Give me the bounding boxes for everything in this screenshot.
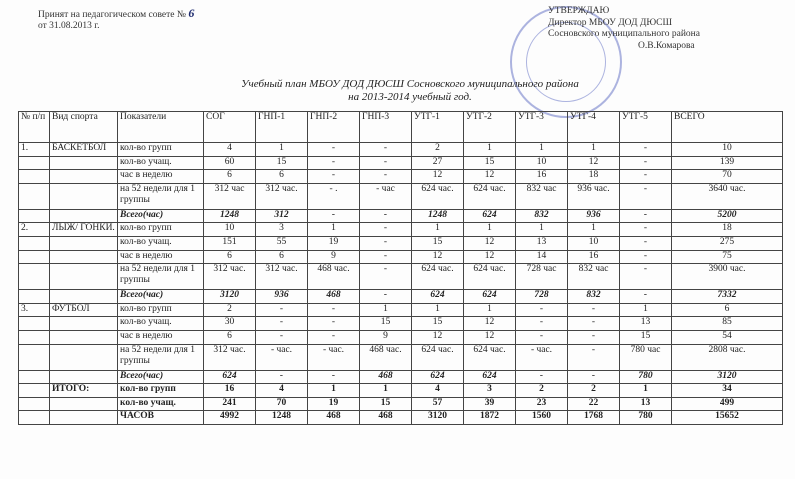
table-cell: 6 <box>672 303 783 317</box>
table-cell: 832 час <box>516 183 568 209</box>
table-cell: 60 <box>204 156 256 170</box>
table-cell: 6 <box>256 170 308 184</box>
table-cell: 16 <box>568 250 620 264</box>
table-cell: 499 <box>672 397 783 411</box>
table-cell: - <box>308 330 360 344</box>
table-cell: 3900 час. <box>672 264 783 290</box>
table-cell <box>50 370 118 384</box>
table-cell: кол-во учащ. <box>118 397 204 411</box>
table-cell: 10 <box>568 236 620 250</box>
table-cell: - <box>620 156 672 170</box>
table-cell: 1 <box>516 143 568 157</box>
table-cell: - <box>308 143 360 157</box>
table-cell: 19 <box>308 397 360 411</box>
table-cell: 936 час. <box>568 183 620 209</box>
table-cell: на 52 недели для 1 группы <box>118 344 204 370</box>
table-cell: 12 <box>412 250 464 264</box>
table-cell <box>19 250 50 264</box>
table-cell <box>19 264 50 290</box>
table-cell: 468 <box>308 411 360 425</box>
table-cell: 151 <box>204 236 256 250</box>
table-cell: ФУТБОЛ <box>50 303 118 317</box>
table-cell: 624 <box>412 370 464 384</box>
table-cell: 312 час <box>204 183 256 209</box>
table-cell <box>50 250 118 264</box>
table-cell: 6 <box>204 170 256 184</box>
table-cell: - <box>360 264 412 290</box>
table-cell: - <box>516 303 568 317</box>
table-cell: 19 <box>308 236 360 250</box>
table-cell: 1 <box>308 384 360 398</box>
table-cell: 624 час. <box>412 344 464 370</box>
table-cell: 936 <box>568 209 620 223</box>
table-cell: 70 <box>672 170 783 184</box>
approve-line1: УТВЕРЖДАЮ <box>548 6 610 16</box>
table-cell: - <box>360 236 412 250</box>
table-cell: 275 <box>672 236 783 250</box>
table-cell: 468 <box>308 290 360 304</box>
table-cell: 1 <box>568 143 620 157</box>
table-cell: 14 <box>516 250 568 264</box>
table-cell <box>19 317 50 331</box>
table-cell: - <box>256 330 308 344</box>
table-row <box>19 330 783 344</box>
table-cell: 780 <box>620 370 672 384</box>
table-cell: 9 <box>360 330 412 344</box>
table-cell: 2808 час. <box>672 344 783 370</box>
table-cell: 10 <box>204 223 256 237</box>
table-row <box>19 156 783 170</box>
header-cell: УТГ-5 <box>620 112 672 143</box>
table-cell: 6 <box>256 250 308 264</box>
table-cell: 624 <box>204 370 256 384</box>
table-cell: - <box>568 303 620 317</box>
table-cell <box>50 411 118 425</box>
table-cell: кол-во групп <box>118 303 204 317</box>
table-cell: - <box>568 370 620 384</box>
table-cell <box>50 317 118 331</box>
table-cell: 624 час. <box>412 183 464 209</box>
header-cell: № п/п <box>19 112 50 143</box>
table-cell: 70 <box>256 397 308 411</box>
table-row <box>19 143 783 157</box>
table-cell: 1248 <box>412 209 464 223</box>
table-cell: 75 <box>672 250 783 264</box>
table-cell: - <box>360 209 412 223</box>
table-cell: - <box>360 143 412 157</box>
table-cell: 241 <box>204 397 256 411</box>
table-cell: 1 <box>360 303 412 317</box>
table-cell: на 52 недели для 1 группы <box>118 183 204 209</box>
table-cell: 1768 <box>568 411 620 425</box>
table-row <box>19 236 783 250</box>
table-cell: - <box>620 183 672 209</box>
table-cell <box>19 236 50 250</box>
table-cell: 468 час. <box>308 264 360 290</box>
table-cell: 13 <box>516 236 568 250</box>
table-cell <box>50 170 118 184</box>
table-cell: - <box>308 317 360 331</box>
table-cell: - час. <box>308 344 360 370</box>
header-cell: ВСЕГО <box>672 112 783 143</box>
approve-line2: Директор МБОУ ДОД ДЮСШ <box>548 17 673 28</box>
table-cell: 16 <box>204 384 256 398</box>
table-row <box>19 223 783 237</box>
table-cell: ЛЫЖ/ ГОНКИ. <box>50 223 118 237</box>
table-cell: - <box>256 370 308 384</box>
table-cell: 3 <box>464 384 516 398</box>
table-cell: - <box>620 264 672 290</box>
table-cell: - час <box>360 183 412 209</box>
table-cell: 5200 <box>672 209 783 223</box>
table-cell: 12 <box>464 330 516 344</box>
table-cell: 468 <box>360 370 412 384</box>
table-cell: - <box>360 290 412 304</box>
table-cell: 9 <box>308 250 360 264</box>
table-cell: 4 <box>204 143 256 157</box>
table-cell <box>19 330 50 344</box>
header-cell: ГНП-2 <box>308 112 360 143</box>
table-cell: 2 <box>568 384 620 398</box>
table-row <box>19 317 783 331</box>
table-cell: 12 <box>464 236 516 250</box>
table-cell: - <box>568 317 620 331</box>
table-cell <box>19 344 50 370</box>
table-cell: 312 час. <box>204 264 256 290</box>
table-cell: 1 <box>464 303 516 317</box>
title-line2: на 2013-2014 учебный год. <box>348 91 472 103</box>
table-cell: 3640 час. <box>672 183 783 209</box>
table-cell: 832 <box>516 209 568 223</box>
table-cell <box>19 170 50 184</box>
table-cell: кол-во групп <box>118 384 204 398</box>
table-cell: 1 <box>516 223 568 237</box>
table-cell: - <box>360 170 412 184</box>
table-cell: 468 час. <box>360 344 412 370</box>
table-cell: 16 <box>516 170 568 184</box>
table-cell: - <box>516 330 568 344</box>
table-cell: 312 час. <box>256 264 308 290</box>
title-line1: Учебный план МБОУ ДОД ДЮСШ Сосновского муниципального района <box>241 78 579 90</box>
table-cell: час в неделю <box>118 250 204 264</box>
table-row <box>19 250 783 264</box>
table-cell: - <box>568 330 620 344</box>
table-cell: 22 <box>568 397 620 411</box>
header-cell: Вид спорта <box>50 112 118 143</box>
table-cell: 3120 <box>412 411 464 425</box>
table-cell: 780 час <box>620 344 672 370</box>
table-cell: 12 <box>464 250 516 264</box>
approval-block <box>548 6 700 52</box>
table-cell: - <box>308 156 360 170</box>
table-cell: 54 <box>672 330 783 344</box>
table-cell <box>50 236 118 250</box>
table-cell <box>50 183 118 209</box>
table-cell: 2 <box>516 384 568 398</box>
note-line1: Принят на педагогическом совете № <box>38 10 186 20</box>
table-cell: час в неделю <box>118 330 204 344</box>
header-cell: УТГ-3 <box>516 112 568 143</box>
table-header-row <box>19 112 783 143</box>
table-cell: 624 <box>412 290 464 304</box>
table-cell: - <box>308 370 360 384</box>
table-cell: 468 <box>360 411 412 425</box>
table-cell: 13 <box>620 397 672 411</box>
table-cell: 1 <box>256 143 308 157</box>
header-cell: ГНП-3 <box>360 112 412 143</box>
table-cell: 624 час. <box>464 264 516 290</box>
table-cell: 1 <box>620 303 672 317</box>
table-cell: час в неделю <box>118 170 204 184</box>
table-cell: 312 <box>256 209 308 223</box>
approve-line4: О.В.Комарова <box>638 40 695 51</box>
table-body <box>19 143 783 425</box>
table-cell: 15652 <box>672 411 783 425</box>
table-cell: 15 <box>464 156 516 170</box>
header-cell: СОГ <box>204 112 256 143</box>
header-cell: УТГ-2 <box>464 112 516 143</box>
table-cell: 1. <box>19 143 50 157</box>
table-cell <box>50 264 118 290</box>
table-cell: БАСКЕТБОЛ <box>50 143 118 157</box>
table-cell: - <box>620 223 672 237</box>
table-cell: 12 <box>464 317 516 331</box>
table-cell: 18 <box>672 223 783 237</box>
header-cell: Показатели <box>118 112 204 143</box>
table-cell: - <box>360 223 412 237</box>
table-cell <box>19 156 50 170</box>
table-cell: 15 <box>620 330 672 344</box>
table-cell: 624 час. <box>464 183 516 209</box>
table-cell: 1 <box>464 223 516 237</box>
table-cell: 1 <box>360 384 412 398</box>
table-cell: - <box>620 170 672 184</box>
table-cell: 139 <box>672 156 783 170</box>
table-cell: 1 <box>412 303 464 317</box>
table-cell: - <box>256 303 308 317</box>
table-cell: - <box>516 370 568 384</box>
table-cell: 936 <box>256 290 308 304</box>
table-cell: 312 час. <box>204 344 256 370</box>
table-cell: 55 <box>256 236 308 250</box>
table-cell: ЧАСОВ <box>118 411 204 425</box>
table-cell <box>50 209 118 223</box>
table-cell: - <box>256 317 308 331</box>
table-cell: 12 <box>568 156 620 170</box>
table-cell: 4 <box>256 384 308 398</box>
table-cell: кол-во групп <box>118 223 204 237</box>
table-cell: - <box>360 250 412 264</box>
table-cell: ИТОГО: <box>50 384 118 398</box>
table-cell: 1 <box>308 223 360 237</box>
table-cell <box>19 397 50 411</box>
table-cell <box>50 156 118 170</box>
table-cell: 3 <box>256 223 308 237</box>
table-cell: 4 <box>412 384 464 398</box>
table-cell: 2 <box>412 143 464 157</box>
table-cell: 780 <box>620 411 672 425</box>
table-cell: кол-во групп <box>118 143 204 157</box>
header-cell: УТГ-4 <box>568 112 620 143</box>
table-cell: Всего(час) <box>118 370 204 384</box>
table-cell: 6 <box>204 250 256 264</box>
table-cell: 12 <box>412 330 464 344</box>
table-cell: 1872 <box>464 411 516 425</box>
approve-line3: Сосновского муниципального района <box>548 29 700 39</box>
table-cell: 3120 <box>672 370 783 384</box>
table-cell: 23 <box>516 397 568 411</box>
table-cell: Всего(час) <box>118 209 204 223</box>
table-cell: 312 час. <box>256 183 308 209</box>
table-cell: 15 <box>412 236 464 250</box>
table-row <box>19 264 783 290</box>
table-row <box>19 397 783 411</box>
table-cell: 15 <box>360 317 412 331</box>
table-cell <box>19 183 50 209</box>
header-cell: ГНП-1 <box>256 112 308 143</box>
table-row <box>19 344 783 370</box>
table-cell: 15 <box>360 397 412 411</box>
table-cell <box>50 397 118 411</box>
table-cell: 1 <box>620 384 672 398</box>
note-line2: от 31.08.2013 г. <box>38 21 100 31</box>
table-cell: 15 <box>256 156 308 170</box>
table-cell: кол-во учащ. <box>118 236 204 250</box>
table-cell: 728 час <box>516 264 568 290</box>
table-cell: 1248 <box>256 411 308 425</box>
table-cell: 1 <box>464 143 516 157</box>
table-cell: 12 <box>412 170 464 184</box>
table-cell: - <box>568 344 620 370</box>
table-cell: - <box>620 290 672 304</box>
table-cell: 624 <box>464 209 516 223</box>
table-cell <box>19 290 50 304</box>
document-title <box>200 78 620 104</box>
curriculum-table <box>18 111 783 425</box>
table-cell: 624 час. <box>464 344 516 370</box>
table-cell: - . <box>308 183 360 209</box>
table-cell: 832 час <box>568 264 620 290</box>
table-row <box>19 209 783 223</box>
table-cell: 39 <box>464 397 516 411</box>
table-cell: 624 <box>464 370 516 384</box>
table-row <box>19 384 783 398</box>
table-cell: 624 <box>464 290 516 304</box>
table-cell: 1 <box>412 223 464 237</box>
table-cell: 34 <box>672 384 783 398</box>
note-number: 6 <box>188 6 195 20</box>
table-cell: - <box>308 170 360 184</box>
table-cell: Всего(час) <box>118 290 204 304</box>
table-cell: кол-во учащ. <box>118 156 204 170</box>
table-cell: - <box>516 317 568 331</box>
table-cell: 7332 <box>672 290 783 304</box>
table-cell <box>19 411 50 425</box>
header-cell: УТГ-1 <box>412 112 464 143</box>
table-cell: - <box>360 156 412 170</box>
table-cell: 832 <box>568 290 620 304</box>
table-cell <box>19 370 50 384</box>
table-cell: - <box>620 143 672 157</box>
table-cell: 18 <box>568 170 620 184</box>
pedagogical-council-note <box>38 8 194 32</box>
table-cell: 27 <box>412 156 464 170</box>
table-cell: - час. <box>256 344 308 370</box>
table-cell: 30 <box>204 317 256 331</box>
table-cell: - <box>620 250 672 264</box>
table-cell: 3. <box>19 303 50 317</box>
table-cell <box>19 384 50 398</box>
table-cell: 1 <box>568 223 620 237</box>
table-cell: 13 <box>620 317 672 331</box>
table-cell <box>50 330 118 344</box>
table-cell <box>50 344 118 370</box>
table-row <box>19 411 783 425</box>
table-cell: 57 <box>412 397 464 411</box>
table-cell: 10 <box>516 156 568 170</box>
table-cell: 2. <box>19 223 50 237</box>
table-cell: - час. <box>516 344 568 370</box>
table-cell: - <box>620 236 672 250</box>
table-cell: 10 <box>672 143 783 157</box>
table-cell: 1560 <box>516 411 568 425</box>
table-cell: 624 час. <box>412 264 464 290</box>
table-cell: 4992 <box>204 411 256 425</box>
table-row <box>19 183 783 209</box>
table-cell: 6 <box>204 330 256 344</box>
table-cell: на 52 недели для 1 группы <box>118 264 204 290</box>
table-row <box>19 303 783 317</box>
table-row <box>19 170 783 184</box>
table-cell: - <box>308 303 360 317</box>
table-cell: 1248 <box>204 209 256 223</box>
table-row <box>19 290 783 304</box>
table-cell <box>19 209 50 223</box>
table-cell: 12 <box>464 170 516 184</box>
table-cell <box>50 290 118 304</box>
table-cell: 85 <box>672 317 783 331</box>
table-row <box>19 370 783 384</box>
table-cell: 15 <box>412 317 464 331</box>
table-cell: 728 <box>516 290 568 304</box>
table-cell: 3120 <box>204 290 256 304</box>
table-cell: 2 <box>204 303 256 317</box>
table-cell: - <box>620 209 672 223</box>
table-cell: - <box>308 209 360 223</box>
table-cell: кол-во учащ. <box>118 317 204 331</box>
